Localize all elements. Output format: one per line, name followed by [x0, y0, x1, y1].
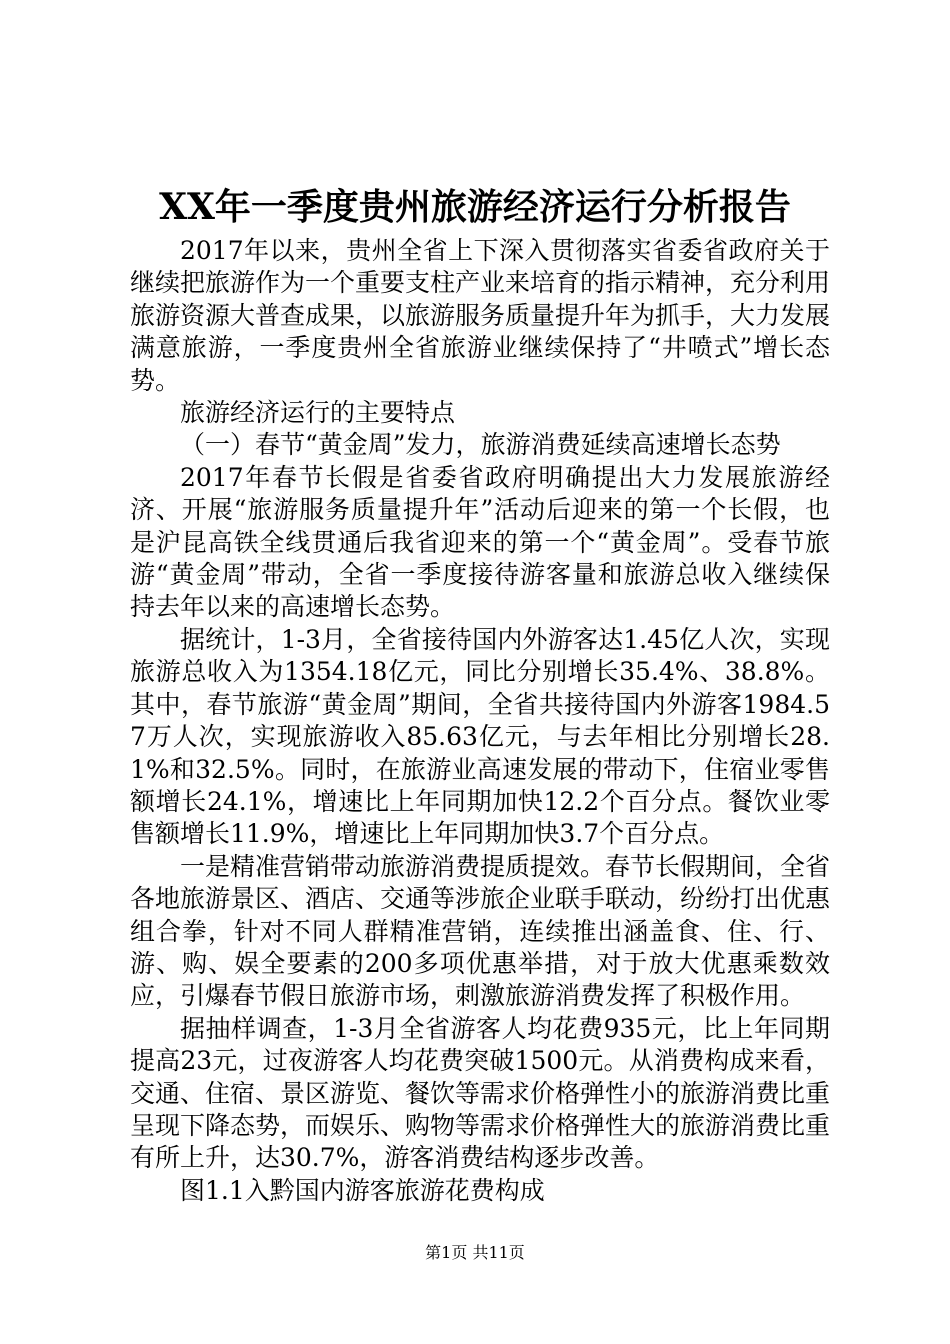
document-title: XX年一季度贵州旅游经济运行分析报告 — [159, 186, 791, 228]
figure-caption: 图1.1入黔国内游客旅游花费构成 — [180, 1175, 545, 1205]
page-footer: 第1页 共11页 — [425, 1243, 525, 1262]
paragraph-spring-festival: 2017年春节长假是省委省政府明确提出大力发展旅游经济、开展“旅游服务质量提升年”活动后迎来的第一个长假，也是沪昆高铁全线贯通后我省迎来的第一个“黄金周”。受春节旅游“黄金周”带动，全省一季度接待游客量和旅游总收入继续保持去年以来的高速增长态势。 — [130, 462, 830, 622]
heading-main-features: 旅游经济运行的主要特点 — [180, 398, 456, 428]
document-body — [130, 235, 830, 1207]
paragraph-statistics: 据统计，1-3月，全省接待国内外游客达1.45亿人次，实现旅游总收入为1354.18亿元，同比分别增长35.4%、38.8%。其中，春节旅游“黄金周”期间，全省共接待国内外游客1984.57万人次，实现旅游收入85.63亿元，与去年相比分别增长28.1%和32.5%。同时，在旅游业高速发展的带动下，住宿业零售额增长24.1%，增速比上年同期加快12.2个百分点。餐饮业零售额增长11.9%，增速比上年同期加快3.7个百分点。 — [130, 624, 830, 849]
heading-section-1: （一）春节“黄金周”发力，旅游消费延续高速增长态势 — [180, 430, 781, 460]
paragraph-intro: 2017年以来，贵州全省上下深入贯彻落实省委省政府关于继续把旅游作为一个重要支柱产业来培育的指示精神，充分利用旅游资源大普查成果，以旅游服务质量提升年为抓手，大力发展满意旅游，一季度贵州全省旅游业继续保持了“井喷式”增长态势。 — [130, 236, 831, 395]
paragraph-precision-marketing: 一是精准营销带动旅游消费提质提效。春节长假期间，全省各地旅游景区、酒店、交通等涉旅企业联手联动，纷纷打出优惠组合拳，针对不同人群精准营销，连续推出涵盖食、住、行、游、购、娱全要素的200多项优惠举措，对于放大优惠乘数效应，引爆春节假日旅游市场，刺激旅游消费发挥了积极作用。 — [130, 851, 831, 1011]
paragraph-sampling-survey: 据抽样调查，1-3月全省游客人均花费935元，比上年同期提高23元，过夜游客人均花费突破1500元。从消费构成来看，交通、住宿、景区游览、餐饮等需求价格弹性小的旅游消费比重呈现下降态势，而娱乐、购物等需求价格弹性大的旅游消费比重有所上升，达30.7%，游客消费结构逐步改善。 — [130, 1013, 831, 1173]
